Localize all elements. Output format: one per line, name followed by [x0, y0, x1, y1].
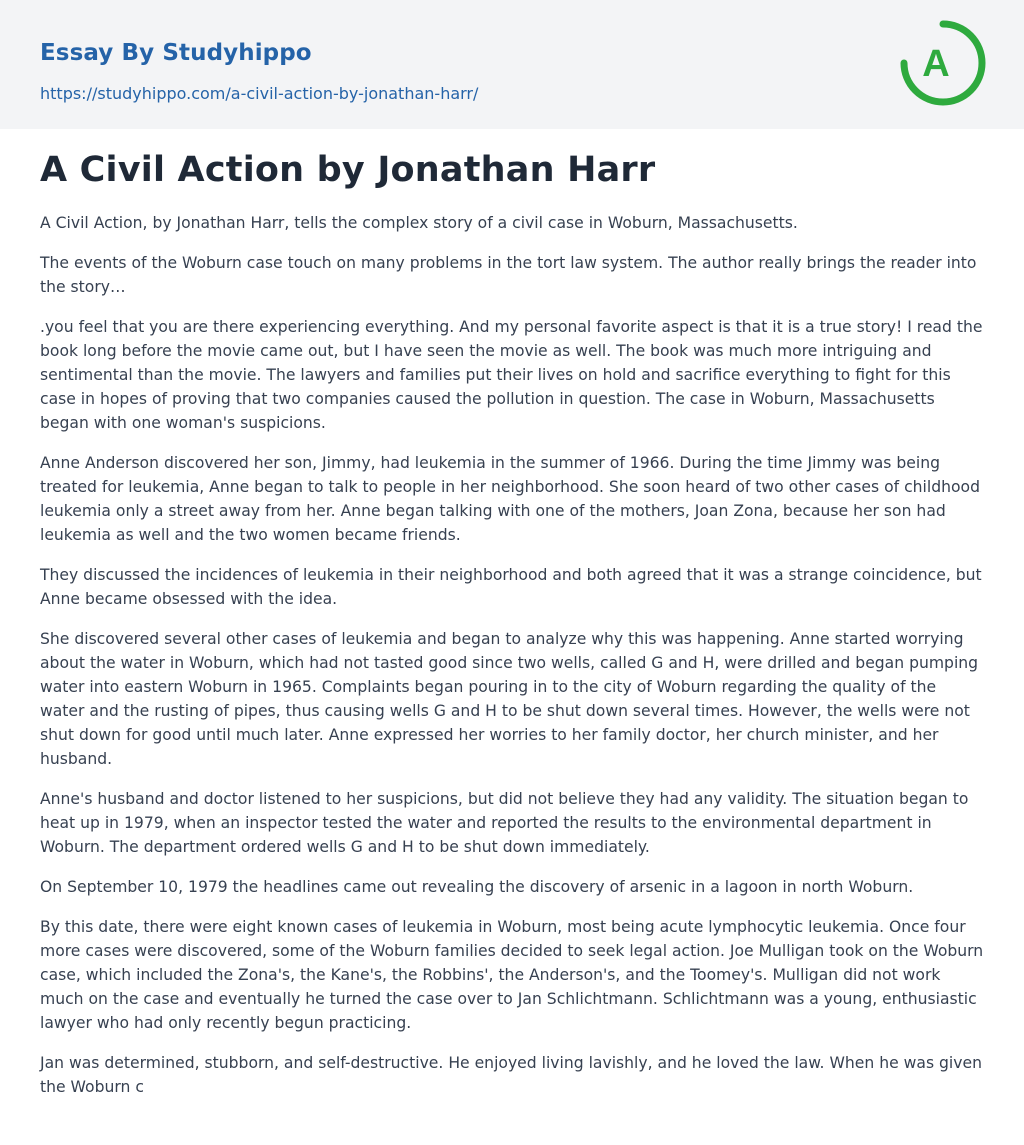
article-paragraph: Anne's husband and doctor listened to her suspicions, but did not believe they had any validity. The situation began to heat up in 1979, when an inspector tested the water and reported the results to the environmental department in Woburn. The department ordered wells G and H to be shut down immediately. — [40, 790, 969, 856]
logo-letter: A — [922, 43, 950, 85]
page-header — [0, 0, 1024, 129]
article-paragraph: By this date, there were eight known cases of leukemia in Woburn, most being acute lymphocytic leukemia. Once four more cases were discovered, some of the Woburn families decided to seek legal action. Joe Mulligan took on the Woburn case, which included the Zona's, the Kane's, the Robbins', the Anderson's, and the Toomey's. Mulligan did not work much on the case and eventually he turned the case over to Jan Schlichtmann. Schlichtmann was a young, enthusiastic lawyer who had only recently begun practicing. — [40, 918, 984, 1032]
article-paragraph: A Civil Action, by Jonathan Harr, tells the complex story of a civil case in Woburn, Massachusetts. — [40, 214, 798, 232]
article-paragraph: She discovered several other cases of leukemia and began to analyze why this was happening. Anne started worrying about the water in Woburn, which had not tasted good since two wells, called G and H, were drilled and began pumping water into eastern Woburn in 1965. Complaints began pouring in to the city of Woburn regarding the quality of the water and the rusting of pipes, thus causing wells G and H to be shut down several times. However, the wells were not shut down for good until much later. Anne expressed her worries to her family doctor, her church minister, and her husband. — [40, 630, 979, 768]
article-paragraph: .you feel that you are there experiencing everything. And my personal favorite aspect is that it is a true story! I read the book long before the movie came out, but I have seen the movie as well. The book was much more intriguing and sentimental than the movie. The lawyers and families put their lives on hold and sacrifice everything to fight for this case in hopes of proving that two companies caused the pollution in question. The case in Woburn, Massachusetts began with one woman's suspicions. — [40, 318, 983, 432]
article-paragraph: On September 10, 1979 the headlines came out revealing the discovery of arsenic in a lagoon in north Woburn. — [40, 878, 914, 896]
article-paragraph: They discussed the incidences of leukemia in their neighborhood and both agreed that it was a strange coincidence, but Anne became obsessed with the idea. — [40, 566, 982, 608]
brand-title: Essay By Studyhippo — [40, 40, 312, 66]
article-paragraph: Anne Anderson discovered her son, Jimmy, had leukemia in the summer of 1966. During the time Jimmy was being treated for leukemia, Anne began to talk to people in her neighborhood. She soon heard of two other cases of childhood leukemia only a street away from her. Anne began talking with one of the mothers, Joan Zona, because her son had leukemia as well and the two women became friends. — [40, 454, 980, 544]
article-paragraph: The events of the Woburn case touch on many problems in the tort law system. The author really brings the reader into the story… — [40, 254, 977, 296]
article-content — [0, 147, 1024, 1099]
page-title: A Civil Action by Jonathan Harr — [40, 150, 656, 190]
article-paragraph: Jan was determined, stubborn, and self-destructive. He enjoyed living lavishly, and he loved the law. When he was given the Woburn c — [40, 1054, 982, 1096]
studyhippo-logo-icon[interactable] — [900, 20, 986, 106]
source-url-link[interactable]: https://studyhippo.com/a-civil-action-by-jonathan-harr/ — [40, 84, 479, 103]
